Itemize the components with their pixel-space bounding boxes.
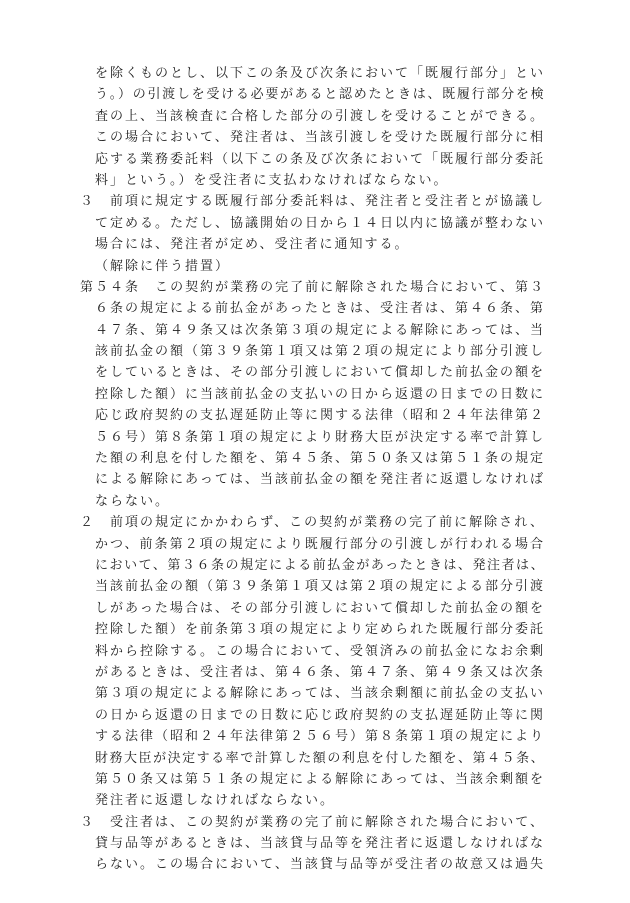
text-line: て定める。ただし、協議開始の日から１４日以内に協議が整わない — [95, 215, 546, 231]
text-line: 該前払金の額（第３９条第１項又は第２項の規定により部分引渡し — [95, 344, 546, 360]
article-54-paragraph-1 — [80, 277, 545, 512]
preceding-article-paragraph-3 — [80, 191, 545, 255]
text-line: をしているときは、その部分引渡しにおいて償却した前払金の額を — [95, 365, 546, 381]
text-line: 控除した額）に当該前払金の支払いの日から返還の日までの日数に — [95, 386, 546, 402]
text-line: ６条の規定による前払金があったときは、受注者は、第４６条、第 — [95, 301, 545, 317]
text-line: 料から控除する。この場合において、受領済みの前払金になお余剰 — [95, 643, 545, 659]
text-line: において、第３６条の規定による前払金があったときは、発注者は、 — [95, 557, 545, 573]
text-line: による解除にあっては、当該前払金の額を発注者に返還しなければ — [95, 472, 545, 488]
text-line: 控除した額）を前条第３項の規定により定められた既履行部分委託 — [95, 622, 546, 638]
body-text — [80, 63, 545, 876]
article-caption: （解除に伴う措置） — [95, 258, 231, 274]
text-line: 査の上、当該検査に合格した部分の引渡しを受けることができる。 — [95, 108, 546, 124]
text-line: 発注者に返還しなければならない。 — [95, 793, 336, 809]
text-line: しがあった場合は、その部分引渡しにおいて償却した前払金の額を — [95, 600, 545, 616]
text-line: う。）の引渡しを受ける必要があると認めたときは、既履行部分を検 — [95, 87, 545, 103]
text-line: 場合には、発注者が定め、受注者に通知する。 — [95, 237, 410, 253]
article-number: 第５４条 — [80, 279, 141, 295]
article-54-paragraph-2 — [80, 512, 545, 811]
text-line: 料」という。）を受注者に支払わなければならない。 — [95, 172, 449, 188]
text-line: 応じ政府契約の支払遅延防止等に関する法律（昭和２４年法律第２ — [95, 408, 546, 424]
text-line: ならない。 — [95, 493, 171, 509]
text-line: する法律（昭和２４年法律第２５６号）第８条第１項の規定により — [95, 729, 546, 745]
text-line: を除くものとし、以下この条及び次条において「既履行部分」とい — [95, 66, 546, 81]
text-line — [80, 191, 545, 212]
paragraph-text: 受注者は、この契約が業務の完了前に解除された場合において、 — [110, 814, 545, 830]
text-line: かつ、前条第２項の規定により既履行部分の引渡しが行われる場合 — [95, 536, 545, 552]
text-line: ５６号）第８条第１項の規定により財務大臣が決定する率で計算し — [95, 429, 546, 445]
paragraph-number: ２ — [80, 515, 96, 531]
article-54 — [80, 256, 545, 876]
article-54-paragraph-3 — [80, 812, 545, 876]
text-line: 第５０条又は第５１条の規定による解除にあっては、当該余剰額を — [95, 771, 545, 787]
text-line — [80, 277, 545, 298]
text-line — [80, 512, 545, 533]
text-line: 応する業務委託料（以下この条及び次条において「既履行部分委託 — [95, 151, 546, 167]
paragraph-text: この契約が業務の完了前に解除された場合において、第３ — [155, 279, 545, 295]
text-line: た額の利息を付した額を、第４５条、第５０条又は第５１条の規定 — [95, 451, 546, 467]
text-line: この場合において、発注者は、当該引渡しを受けた既履行部分に相 — [95, 130, 545, 146]
paragraph-text: 前項の規定にかかわらず、この契約が業務の完了前に解除され、 — [110, 515, 545, 531]
text-line: らない。この場合において、当該貸与品等が受注者の故意又は過失 — [95, 857, 545, 873]
text-line: 当該前払金の額（第３９条第１項又は第２項の規定による部分引渡 — [95, 579, 546, 595]
carryover-paragraph — [80, 63, 545, 191]
text-line: 第３項の規定による解除にあっては、当該余剰額に前払金の支払い — [95, 686, 545, 702]
paragraph-text: 前項に規定する既履行部分委託料は、発注者と受注者とが協議し — [110, 194, 546, 210]
text-line: ４７条、第４９条又は次条第３項の規定による解除にあっては、当 — [95, 322, 545, 338]
text-line: の日から返還の日までの日数に応じ政府契約の支払遅延防止等に関 — [95, 707, 546, 723]
text-line: 財務大臣が決定する率で計算した額の利息を付した額を、第４５条、 — [95, 750, 545, 766]
text-line — [80, 812, 545, 833]
paragraph-number: ３ — [80, 814, 96, 830]
text-line: があるときは、受注者は、第４６条、第４７条、第４９条又は次条 — [95, 664, 546, 680]
paragraph-number: ３ — [80, 194, 96, 210]
text-line: 貸与品等があるときは、当該貸与品等を発注者に返還しなければな — [95, 836, 546, 852]
